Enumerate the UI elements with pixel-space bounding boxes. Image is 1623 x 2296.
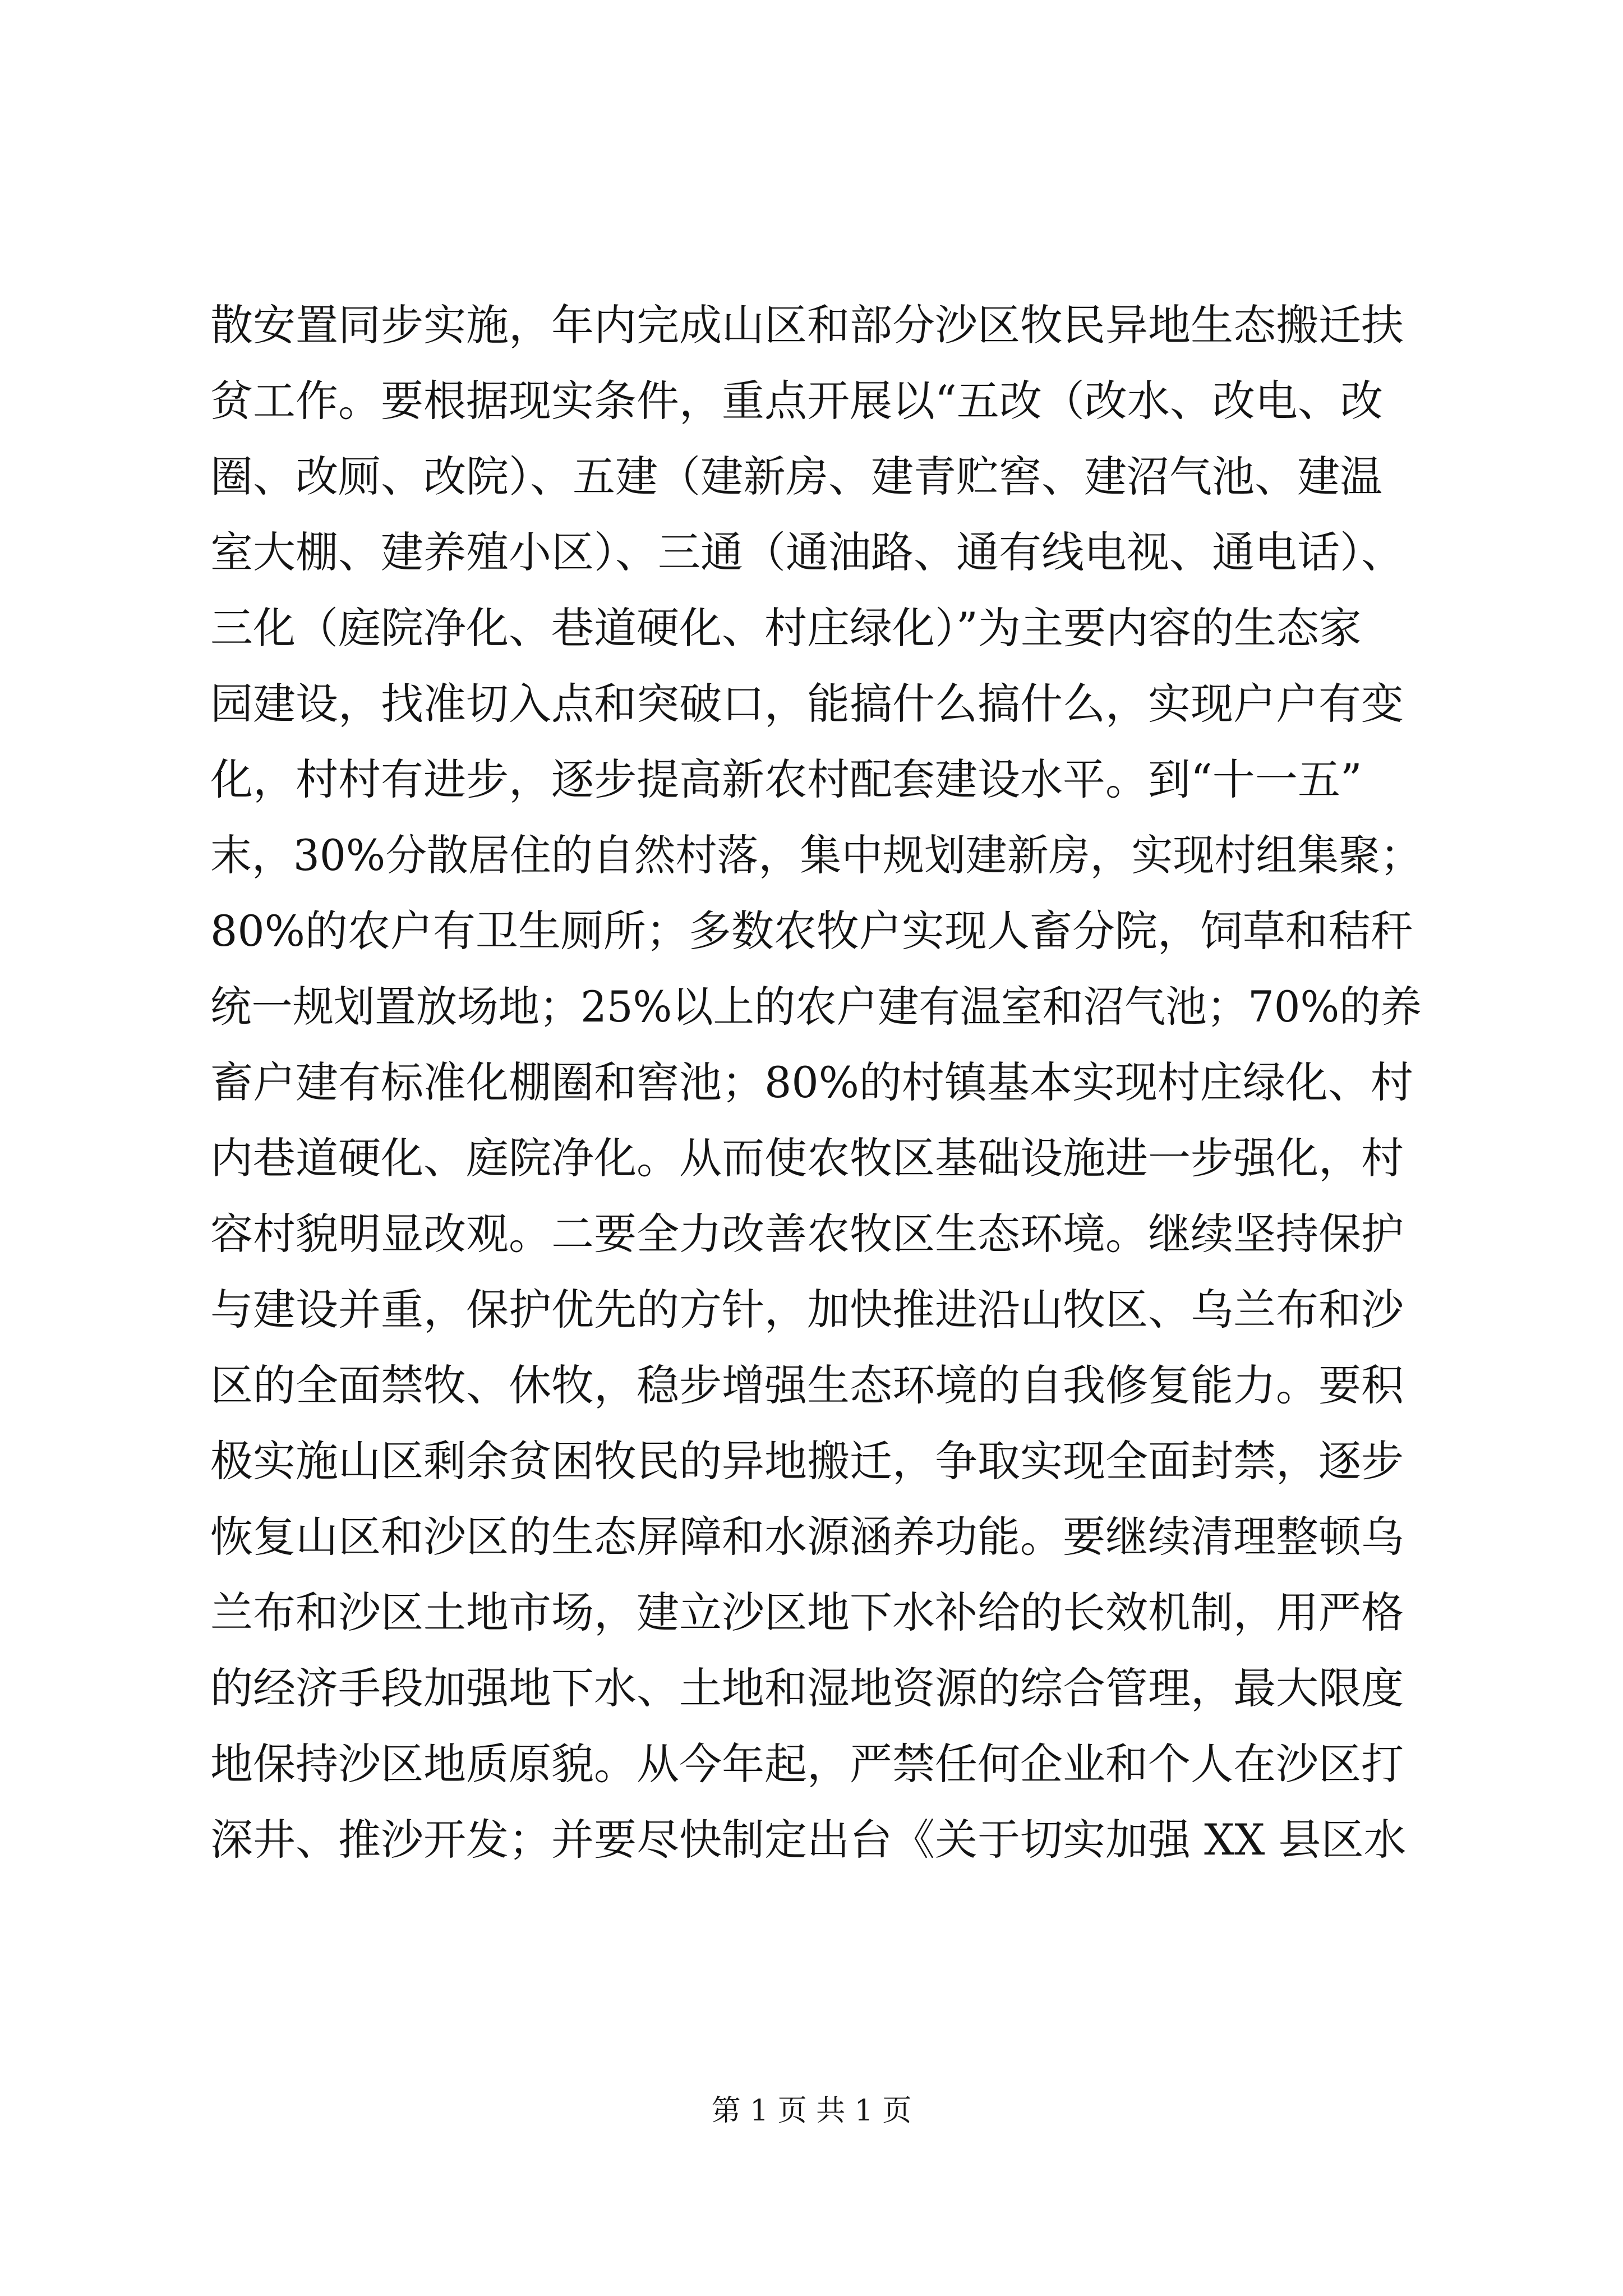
text-line: 化，村村有进步，逐步提高新农村配套建设水平。到“十一五” [210,754,1362,804]
text-line: 区的全面禁牧、休牧，稳步增强生态环境的自我修复能力。要积 [210,1360,1404,1410]
text-line: 末，30%分散居住的自然村落，集中规划建新房，实现村组集聚； [210,830,1422,880]
text-line: 统一规划置放场地；25%以上的农户建有温室和沼气池；70%的养 [210,982,1422,1032]
text-line: 80%的农户有卫生厕所；多数农牧户实现人畜分院，饲草和秸秆 [210,906,1413,956]
text-line: 内巷道硬化、庭院净化。从而使农牧区基础设施进一步强化，村 [210,1133,1404,1183]
text-line: 兰布和沙区土地市场，建立沙区地下水补给的长效机制，用严格 [210,1588,1404,1637]
text-line: 深井、推沙开发；并要尽快制定出台《关于切实加强 XX 县区水 [210,1815,1407,1865]
text-line: 贫工作。要根据现实条件，重点开展以“五改（改水、改电、改 [210,376,1383,426]
text-line: 圈、改厕、改院）、五建（建新房、建青贮窖、建沼气池、建温 [210,452,1382,501]
text-line: 畜户建有标准化棚圈和窖池；80%的村镇基本实现村庄绿化、村 [210,1057,1413,1107]
text-line: 地保持沙区地质原貌。从今年起，严禁任何企业和个人在沙区打 [210,1739,1404,1789]
text-line: 三化（庭院净化、巷道硬化、村庄绿化）”为主要内容的生态家 [210,603,1362,653]
text-line: 室大棚、建养殖小区）、三通（通油路、通有线电视、通电话）、 [210,527,1404,577]
text-line: 极实施山区剩余贫困牧民的异地搬迁，争取实现全面封禁，逐步 [210,1436,1404,1486]
text-line: 散安置同步实施，年内完成山区和部分沙区牧民异地生态搬迁扶 [210,300,1404,350]
text-line: 容村貌明显改观。二要全力改善农牧区生态环境。继续坚持保护 [210,1209,1404,1259]
text-line: 恢复山区和沙区的生态屏障和水源涵养功能。要继续清理整顿乌 [210,1512,1404,1562]
text-line: 的经济手段加强地下水、土地和湿地资源的综合管理，最大限度 [210,1663,1404,1713]
page-number: 第 1 页 共 1 页 [711,2094,912,2128]
text-line: 园建设，找准切入点和突破口，能搞什么搞什么，实现户户有变 [210,679,1404,729]
body-text [210,287,1422,1878]
page-footer [0,2087,1623,2129]
text-line: 与建设并重，保护优先的方针，加快推进沿山牧区、乌兰布和沙 [210,1285,1404,1335]
